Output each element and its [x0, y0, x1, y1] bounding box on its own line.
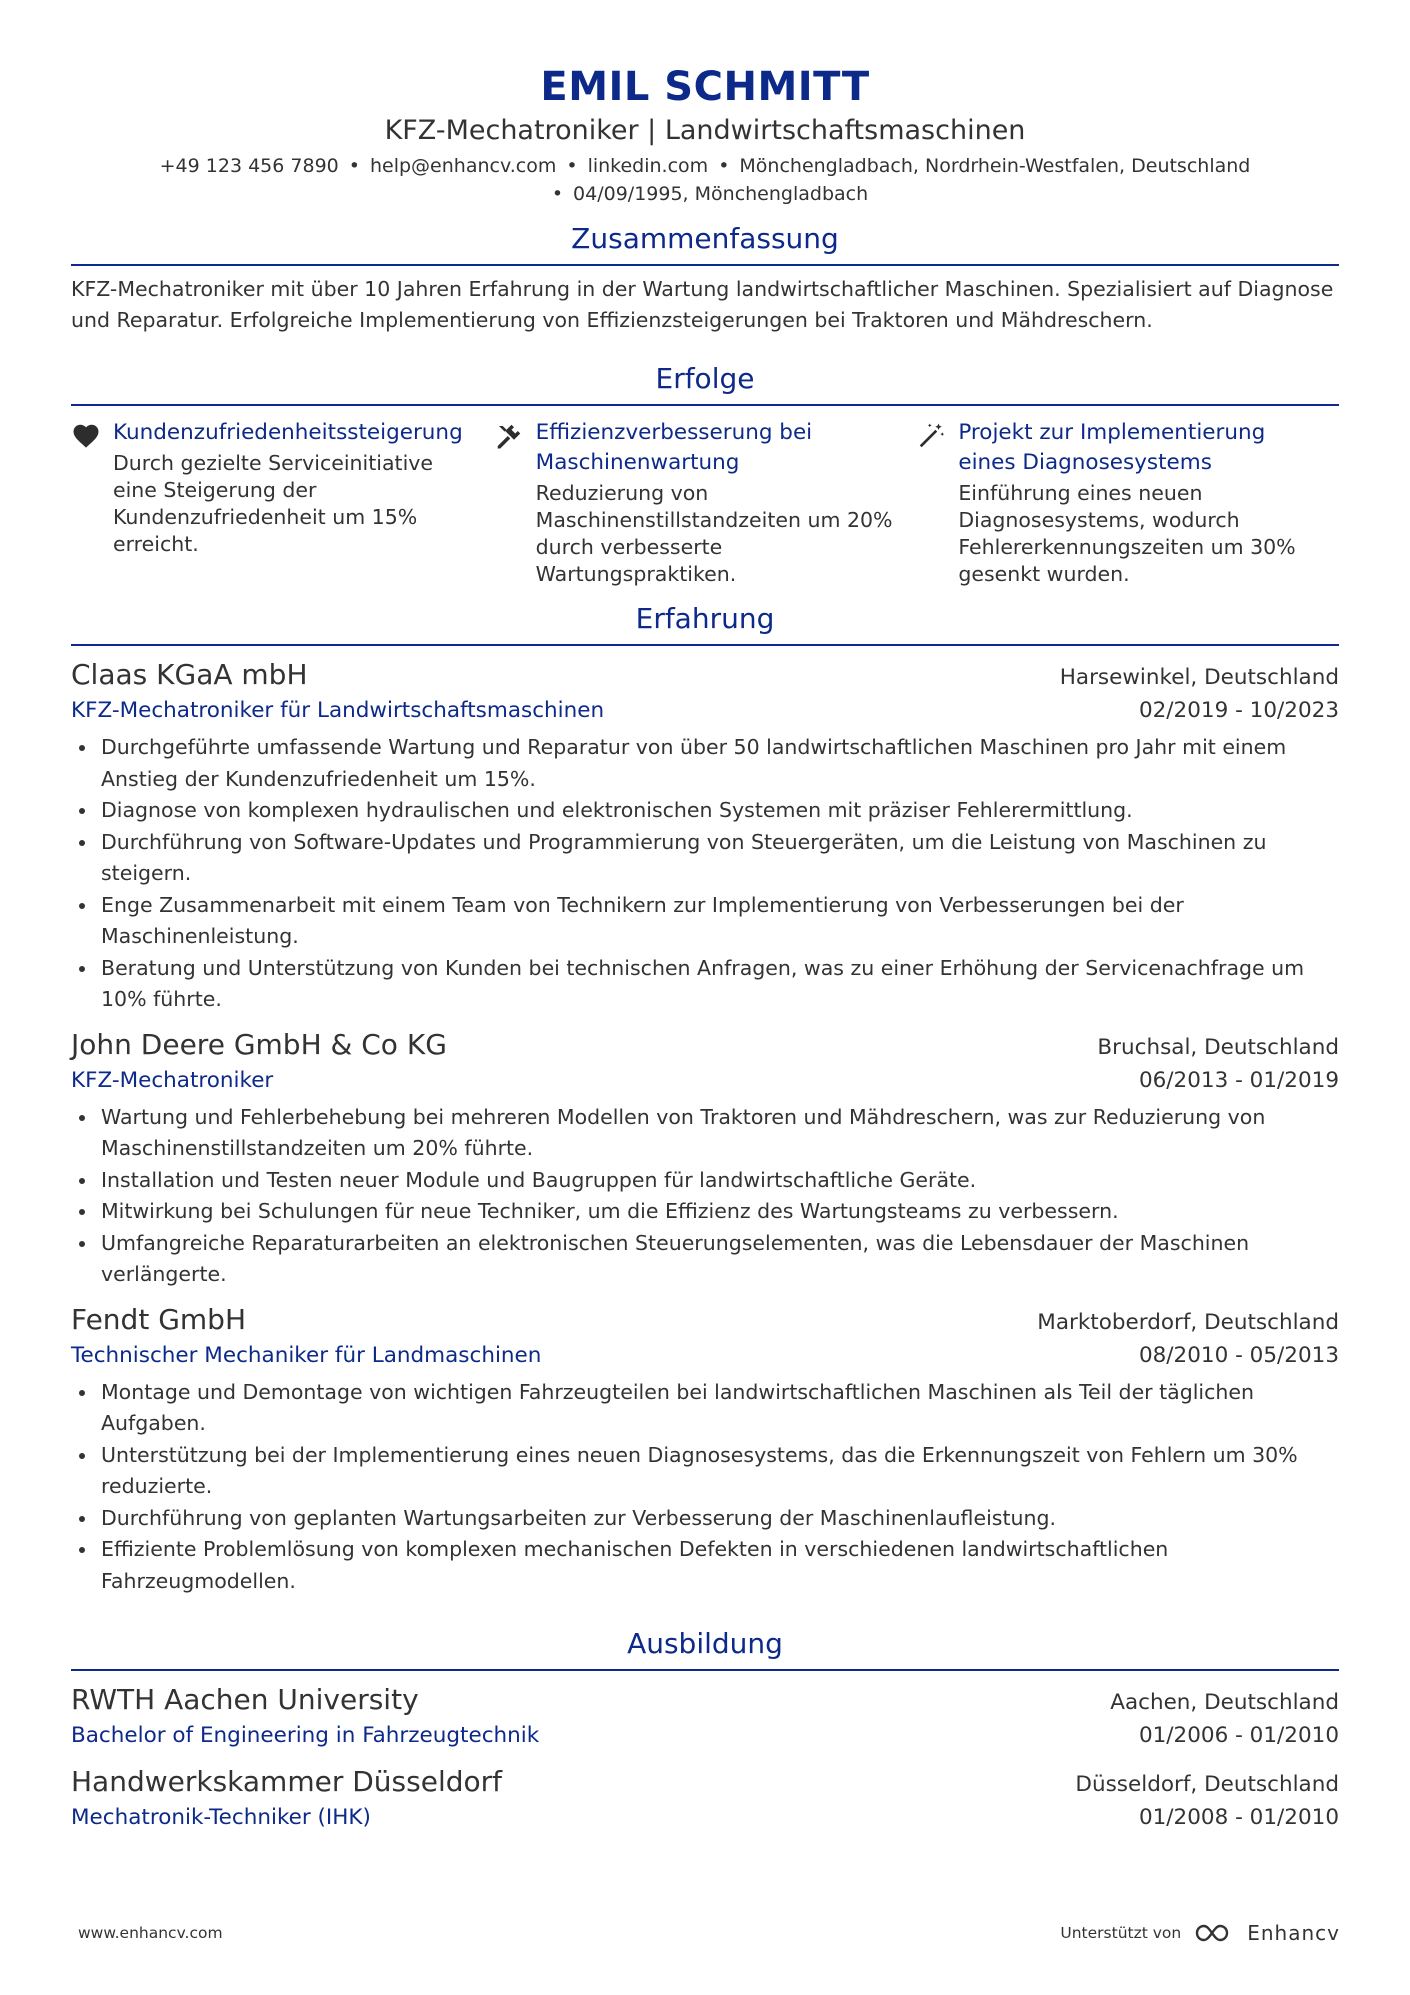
achievement-description: Durch gezielte Serviceinitiative eine Steigerung der Kundenzufriedenheit um 15% erreicht.: [113, 451, 434, 556]
footer: [78, 1921, 1340, 1945]
list-item: Diagnose von komplexen hydraulischen und elektronischen Systemen mit präziser Fehlerermittlung.: [71, 795, 1339, 827]
resume-header: [71, 64, 1339, 208]
job-bullets: [71, 1377, 1339, 1598]
birth-info: 04/09/1995, Mönchengladbach: [573, 183, 869, 205]
achievement-item: [916, 418, 1339, 588]
achievement-title: Effizienzverbesserung bei Maschinenwartung: [535, 420, 813, 475]
achievement-item: [494, 418, 917, 588]
brand-name: Enhancv: [1247, 1921, 1340, 1945]
list-item: Enge Zusammenarbeit mit einem Team von Technikern zur Implementierung von Verbesserungen bei der Maschinenleistung.: [71, 890, 1339, 953]
list-item: Durchführung von Software-Updates und Programmierung von Steuergeräten, um die Leistung von Maschinen zu steigern.: [71, 827, 1339, 890]
heart-icon: [71, 418, 113, 588]
candidate-headline: KFZ-Mechatroniker | Landwirtschaftsmaschinen: [384, 115, 1026, 146]
education-entry: [71, 1681, 1339, 1753]
job-dates: 08/2010 - 05/2013: [1138, 1342, 1339, 1368]
achievement-description: Einführung eines neuen Diagnosesystems, wodurch Fehlererkennungszeiten um 30% gesenkt wurden.: [958, 481, 1296, 586]
candidate-name: EMIL SCHMITT: [540, 64, 870, 110]
email-link[interactable]: help@enhancv.com: [369, 155, 557, 177]
job-entry: [71, 656, 1339, 1016]
achievement-body: [536, 418, 896, 588]
achievement-body: [113, 418, 473, 588]
magic-wand-icon: [916, 418, 958, 588]
job-dates: 06/2013 - 01/2019: [1138, 1067, 1339, 1093]
job-location: Harsewinkel, Deutschland: [1059, 665, 1339, 690]
bullet-separator: •: [348, 155, 360, 177]
list-item: Wartung und Fehlerbehebung bei mehreren Modellen von Traktoren und Mähdreschern, was zur Reduzierung von Maschinenstillstandzeiten um 20% führte.: [71, 1102, 1339, 1165]
job-location: Bruchsal, Deutschland: [1097, 1034, 1339, 1060]
job-location: Marktoberdorf, Deutschland: [1037, 1309, 1339, 1335]
tools-icon: [494, 418, 536, 588]
experience-title: Erfahrung: [71, 602, 1339, 646]
achievements-section: [71, 362, 1339, 588]
bullet-separator: •: [718, 155, 730, 177]
job-role: KFZ-Mechatroniker für Landwirtschaftsmaschinen: [71, 698, 605, 723]
job-bullets: [71, 732, 1339, 1016]
company-name: John Deere GmbH & Co KG: [71, 1027, 447, 1061]
job-bullets: [71, 1102, 1339, 1291]
list-item: Umfangreiche Reparaturarbeiten an elektronischen Steuerungselementen, was die Lebensdauer der Maschinen verlängerte.: [71, 1228, 1339, 1291]
education-entry: [71, 1763, 1339, 1835]
bullet-separator: •: [566, 155, 578, 177]
experience-section: [71, 602, 1339, 1597]
enhancv-logo-icon: [1191, 1921, 1237, 1945]
website-link[interactable]: www.enhancv.com: [78, 1924, 223, 1942]
list-item: Mitwirkung bei Schulungen für neue Techniker, um die Effizienz des Wartungsteams zu verbessern.: [71, 1196, 1339, 1228]
education-title: Ausbildung: [71, 1627, 1339, 1671]
resume-page: [71, 0, 1339, 1835]
company-name: Claas KGaA mbH: [71, 658, 308, 691]
job-dates: 02/2019 - 10/2023: [1138, 698, 1339, 723]
powered-by-label: Unterstützt von: [1060, 1924, 1182, 1942]
company-name: Fendt GmbH: [71, 1302, 246, 1336]
phone: +49 123 456 7890: [159, 155, 339, 177]
school-location: Düsseldorf, Deutschland: [1075, 1772, 1339, 1797]
degree: Bachelor of Engineering in Fahrzeugtechnik: [71, 1723, 540, 1748]
linkedin-link[interactable]: linkedin.com: [587, 155, 709, 177]
list-item: Effiziente Problemlösung von komplexen mechanischen Defekten in verschiedenen landwirtschaftlichen Fahrzeugmodellen.: [71, 1534, 1339, 1597]
summary-title: Zusammenfassung: [71, 222, 1339, 266]
summary-section: [71, 222, 1339, 336]
achievement-title: Kundenzufriedenheitssteigerung: [113, 420, 463, 445]
location: Mönchengladbach, Nordrhein-Westfalen, Deutschland: [739, 155, 1251, 177]
list-item: Durchgeführte umfassende Wartung und Reparatur von über 50 landwirtschaftlichen Maschinen pro Jahr mit einem Anstieg der Kundenzufriedenheit um 15%.: [71, 732, 1339, 795]
school-location: Aachen, Deutschland: [1110, 1690, 1339, 1715]
list-item: Durchführung von geplanten Wartungsarbeiten zur Verbesserung der Maschinenlaufleistung.: [71, 1503, 1339, 1535]
list-item: Beratung und Unterstützung von Kunden bei technischen Anfragen, was zu einer Erhöhung der Servicenachfrage um 10% führte.: [71, 953, 1339, 1016]
education-dates: 01/2008 - 01/2010: [1138, 1805, 1339, 1830]
list-item: Unterstützung bei der Implementierung eines neuen Diagnosesystems, das die Erkennungszeit von Fehlern um 30% reduzierte.: [71, 1440, 1339, 1503]
list-item: Installation und Testen neuer Module und Baugruppen für landwirtschaftliche Geräte.: [71, 1165, 1339, 1197]
powered-by: [1060, 1921, 1340, 1945]
achievements-grid: [71, 418, 1339, 588]
school-name: RWTH Aachen University: [71, 1683, 419, 1716]
achievements-title: Erfolge: [71, 362, 1339, 406]
job-role: KFZ-Mechatroniker: [71, 1067, 274, 1093]
education-section: [71, 1627, 1339, 1835]
bullet-separator: •: [551, 183, 564, 205]
list-item: Montage und Demontage von wichtigen Fahrzeugteilen bei landwirtschaftlichen Maschinen als Teil der täglichen Aufgaben.: [71, 1377, 1339, 1440]
education-dates: 01/2006 - 01/2010: [1138, 1723, 1339, 1748]
job-role: Technischer Mechaniker für Landmaschinen: [71, 1342, 542, 1368]
school-name: Handwerkskammer Düsseldorf: [71, 1765, 503, 1798]
job-entry: [71, 1026, 1339, 1291]
contact-info: [71, 152, 1339, 208]
achievement-body: [958, 418, 1318, 588]
summary-text: KFZ-Mechatroniker mit über 10 Jahren Erfahrung in der Wartung landwirtschaftlicher Maschinen. Spezialisiert auf Diagnose und Reparatur. Erfolgreiche Implementierung von Effizienzsteigerungen bei Traktoren und Mähdreschern.: [71, 277, 1334, 332]
achievement-description: Reduzierung von Maschinenstillstandzeiten um 20% durch verbesserte Wartungspraktiken.: [535, 481, 893, 586]
achievement-item: [71, 418, 494, 588]
achievement-title: Projekt zur Implementierung eines Diagnosesystems: [958, 420, 1266, 475]
degree: Mechatronik-Techniker (IHK): [71, 1805, 371, 1830]
job-entry: [71, 1301, 1339, 1598]
